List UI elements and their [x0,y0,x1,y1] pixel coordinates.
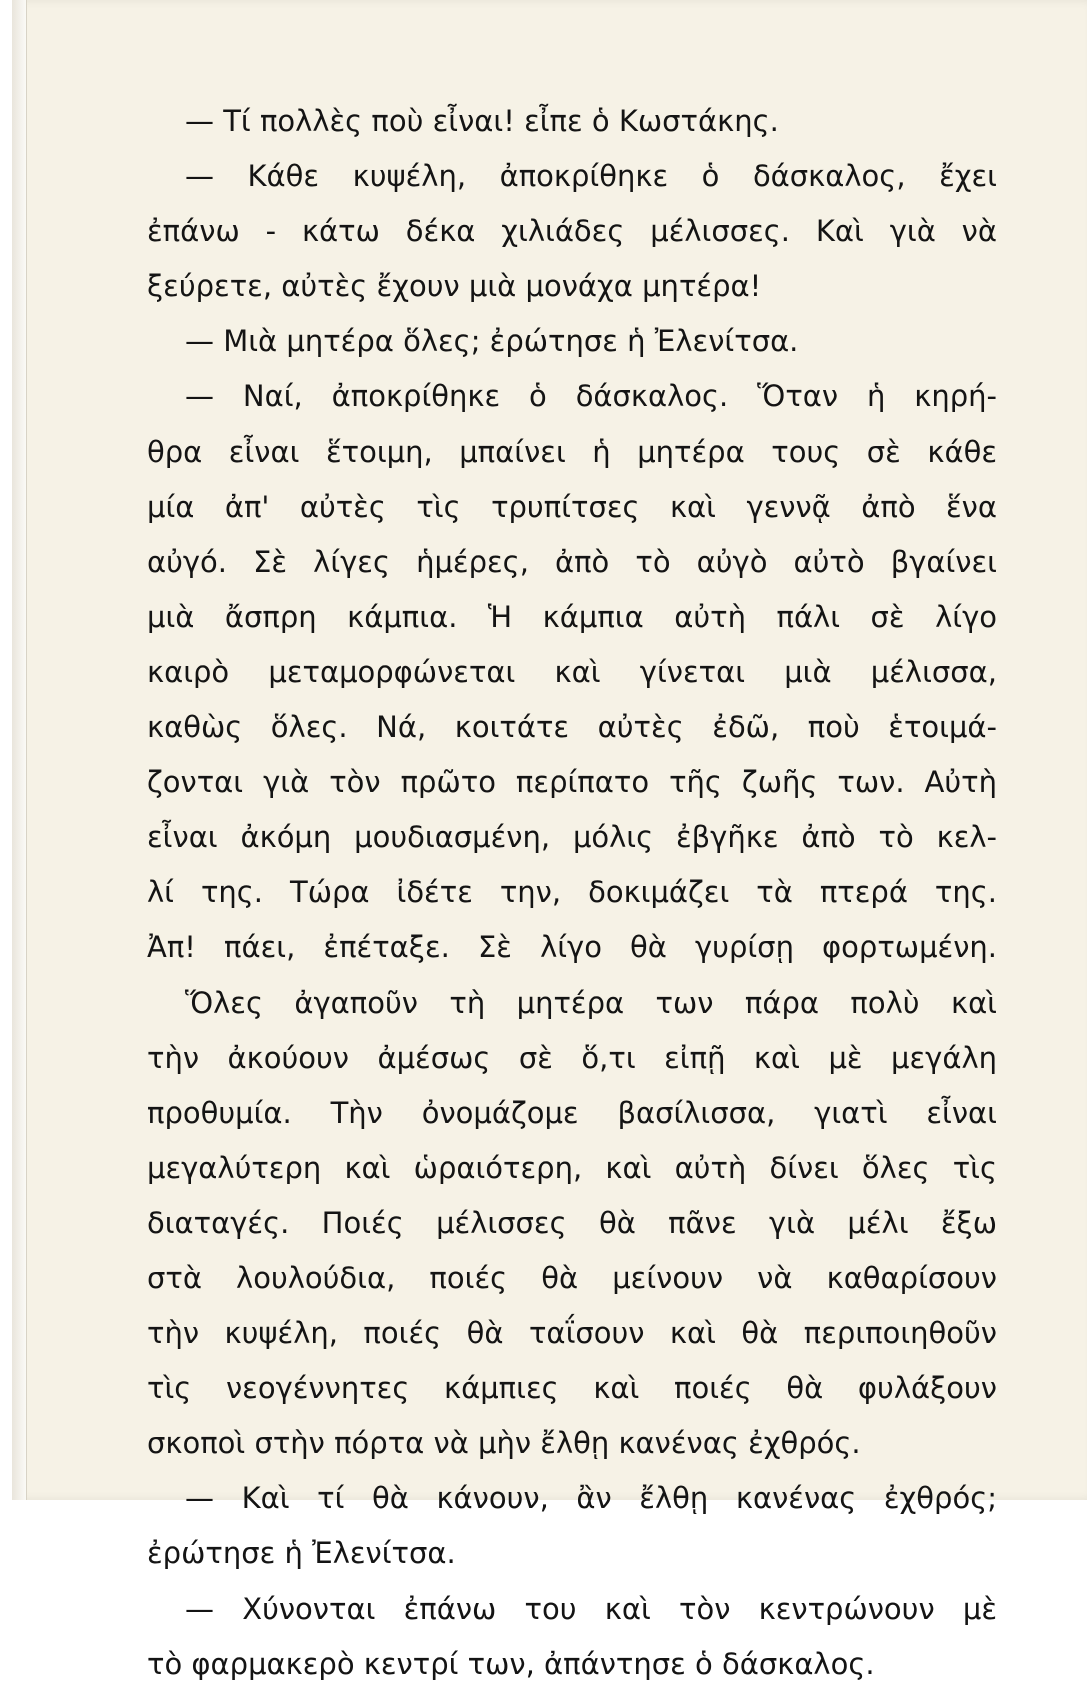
text-line: τὴν ἀκούουν ἀμέσως σὲ ὅ,τι εἰπῇ καὶ μὲ μεγάλη [147,1040,997,1075]
text-line: — Χύνονται ἐπάνω του καὶ τὸν κεντρώνουν μὲ [185,1591,997,1626]
text-line: ξεύρετε, αὐτὲς ἔχουν μιὰ μονάχα μητέρα! [147,269,762,304]
text-line: Ἀπ! πάει, ἐπέταξε. Σὲ λίγο θὰ γυρίσῃ φορτωμένη. [147,930,997,965]
book-page [12,0,1087,1681]
text-line: — Ναί, ἀποκρίθηκε ὁ δάσκαλος. Ὅταν ἡ κηρή- [185,379,997,414]
page-spine-edge [12,0,27,1500]
text-line: διαταγές. Ποιές μέλισσες θὰ πᾶνε γιὰ μέλι ἔξω [147,1205,997,1240]
text-line: μία ἀπ' αὐτὲς τὶς τρυπίτσες καὶ γεννᾷ ἀπὸ ἕνα [147,489,997,524]
text-line: — Καὶ τί θὰ κάνουν, ἂν ἔλθῃ κανένας ἐχθρός; [185,1481,997,1516]
text-line: καιρὸ μεταμορφώνεται καὶ γίνεται μιὰ μέλισσα, [147,654,997,689]
text-line: — Μιὰ μητέρα ὅλες; ἐρώτησε ἡ Ἐλενίτσα. [185,324,799,359]
text-line: προθυμία. Τὴν ὀνομάζομε βασίλισσα, γιατὶ εἶναι [147,1095,997,1130]
text-line: — Κάθε κυψέλη, ἀποκρίθηκε ὁ δάσκαλος, ἔχει [185,159,997,194]
text-line: θρα εἶναι ἕτοιμη, μπαίνει ἡ μητέρα τους σὲ κάθε [147,434,997,469]
text-line: καθὼς ὅλες. Νά, κοιτάτε αὐτὲς ἐδῶ, ποὺ ἑτοιμά- [147,710,997,745]
text-line: ἐρώτησε ἡ Ἐλενίτσα. [147,1536,456,1571]
text-line: αὐγό. Σὲ λίγες ἡμέρες, ἀπὸ τὸ αὐγὸ αὐτὸ βγαίνει [147,544,997,579]
text-line: τὴν κυψέλη, ποιές θὰ ταΐσουν καὶ θὰ περιποιηθοῦν [147,1316,997,1351]
text-line: τὸ φαρμακερὸ κεντρί των, ἀπάντησε ὁ δάσκαλος. [147,1646,875,1681]
text-line: εἶναι ἀκόμη μουδιασμένη, μόλις ἐβγῆκε ἀπὸ τὸ κελ- [147,820,997,855]
text-line: στὰ λουλούδια, ποιές θὰ μείνουν νὰ καθαρίσουν [147,1260,997,1295]
text-line: ἐπάνω - κάτω δέκα χιλιάδες μέλισσες. Καὶ γιὰ νὰ [147,214,997,249]
text-line: Ὅλες ἀγαποῦν τὴ μητέρα των πάρα πολὺ καὶ [185,985,997,1020]
text-line: — Τί πολλὲς ποὺ εἶναι! εἶπε ὁ Κωστάκης. [185,104,779,138]
text-line: λί της. Τώρα ἰδέτε την, δοκιμάζει τὰ πτερά της. [147,875,997,910]
text-line: σκοποὶ στὴν πόρτα νὰ μὴν ἔλθῃ κανένας ἐχθρός. [147,1426,861,1461]
text-line: μιὰ ἄσπρη κάμπια. Ἡ κάμπια αὐτὴ πάλι σὲ λίγο [147,599,997,634]
text-line: ζονται γιὰ τὸν πρῶτο περίπατο τῆς ζωῆς των. Αὐτὴ [147,765,997,800]
page-body-text [147,94,997,1692]
text-line: μεγαλύτερη καὶ ὡραιότερη, καὶ αὐτὴ δίνει ὅλες τὶς [147,1150,997,1185]
text-line: τὶς νεογέννητες κάμπιες καὶ ποιές θὰ φυλάξουν [147,1371,997,1406]
